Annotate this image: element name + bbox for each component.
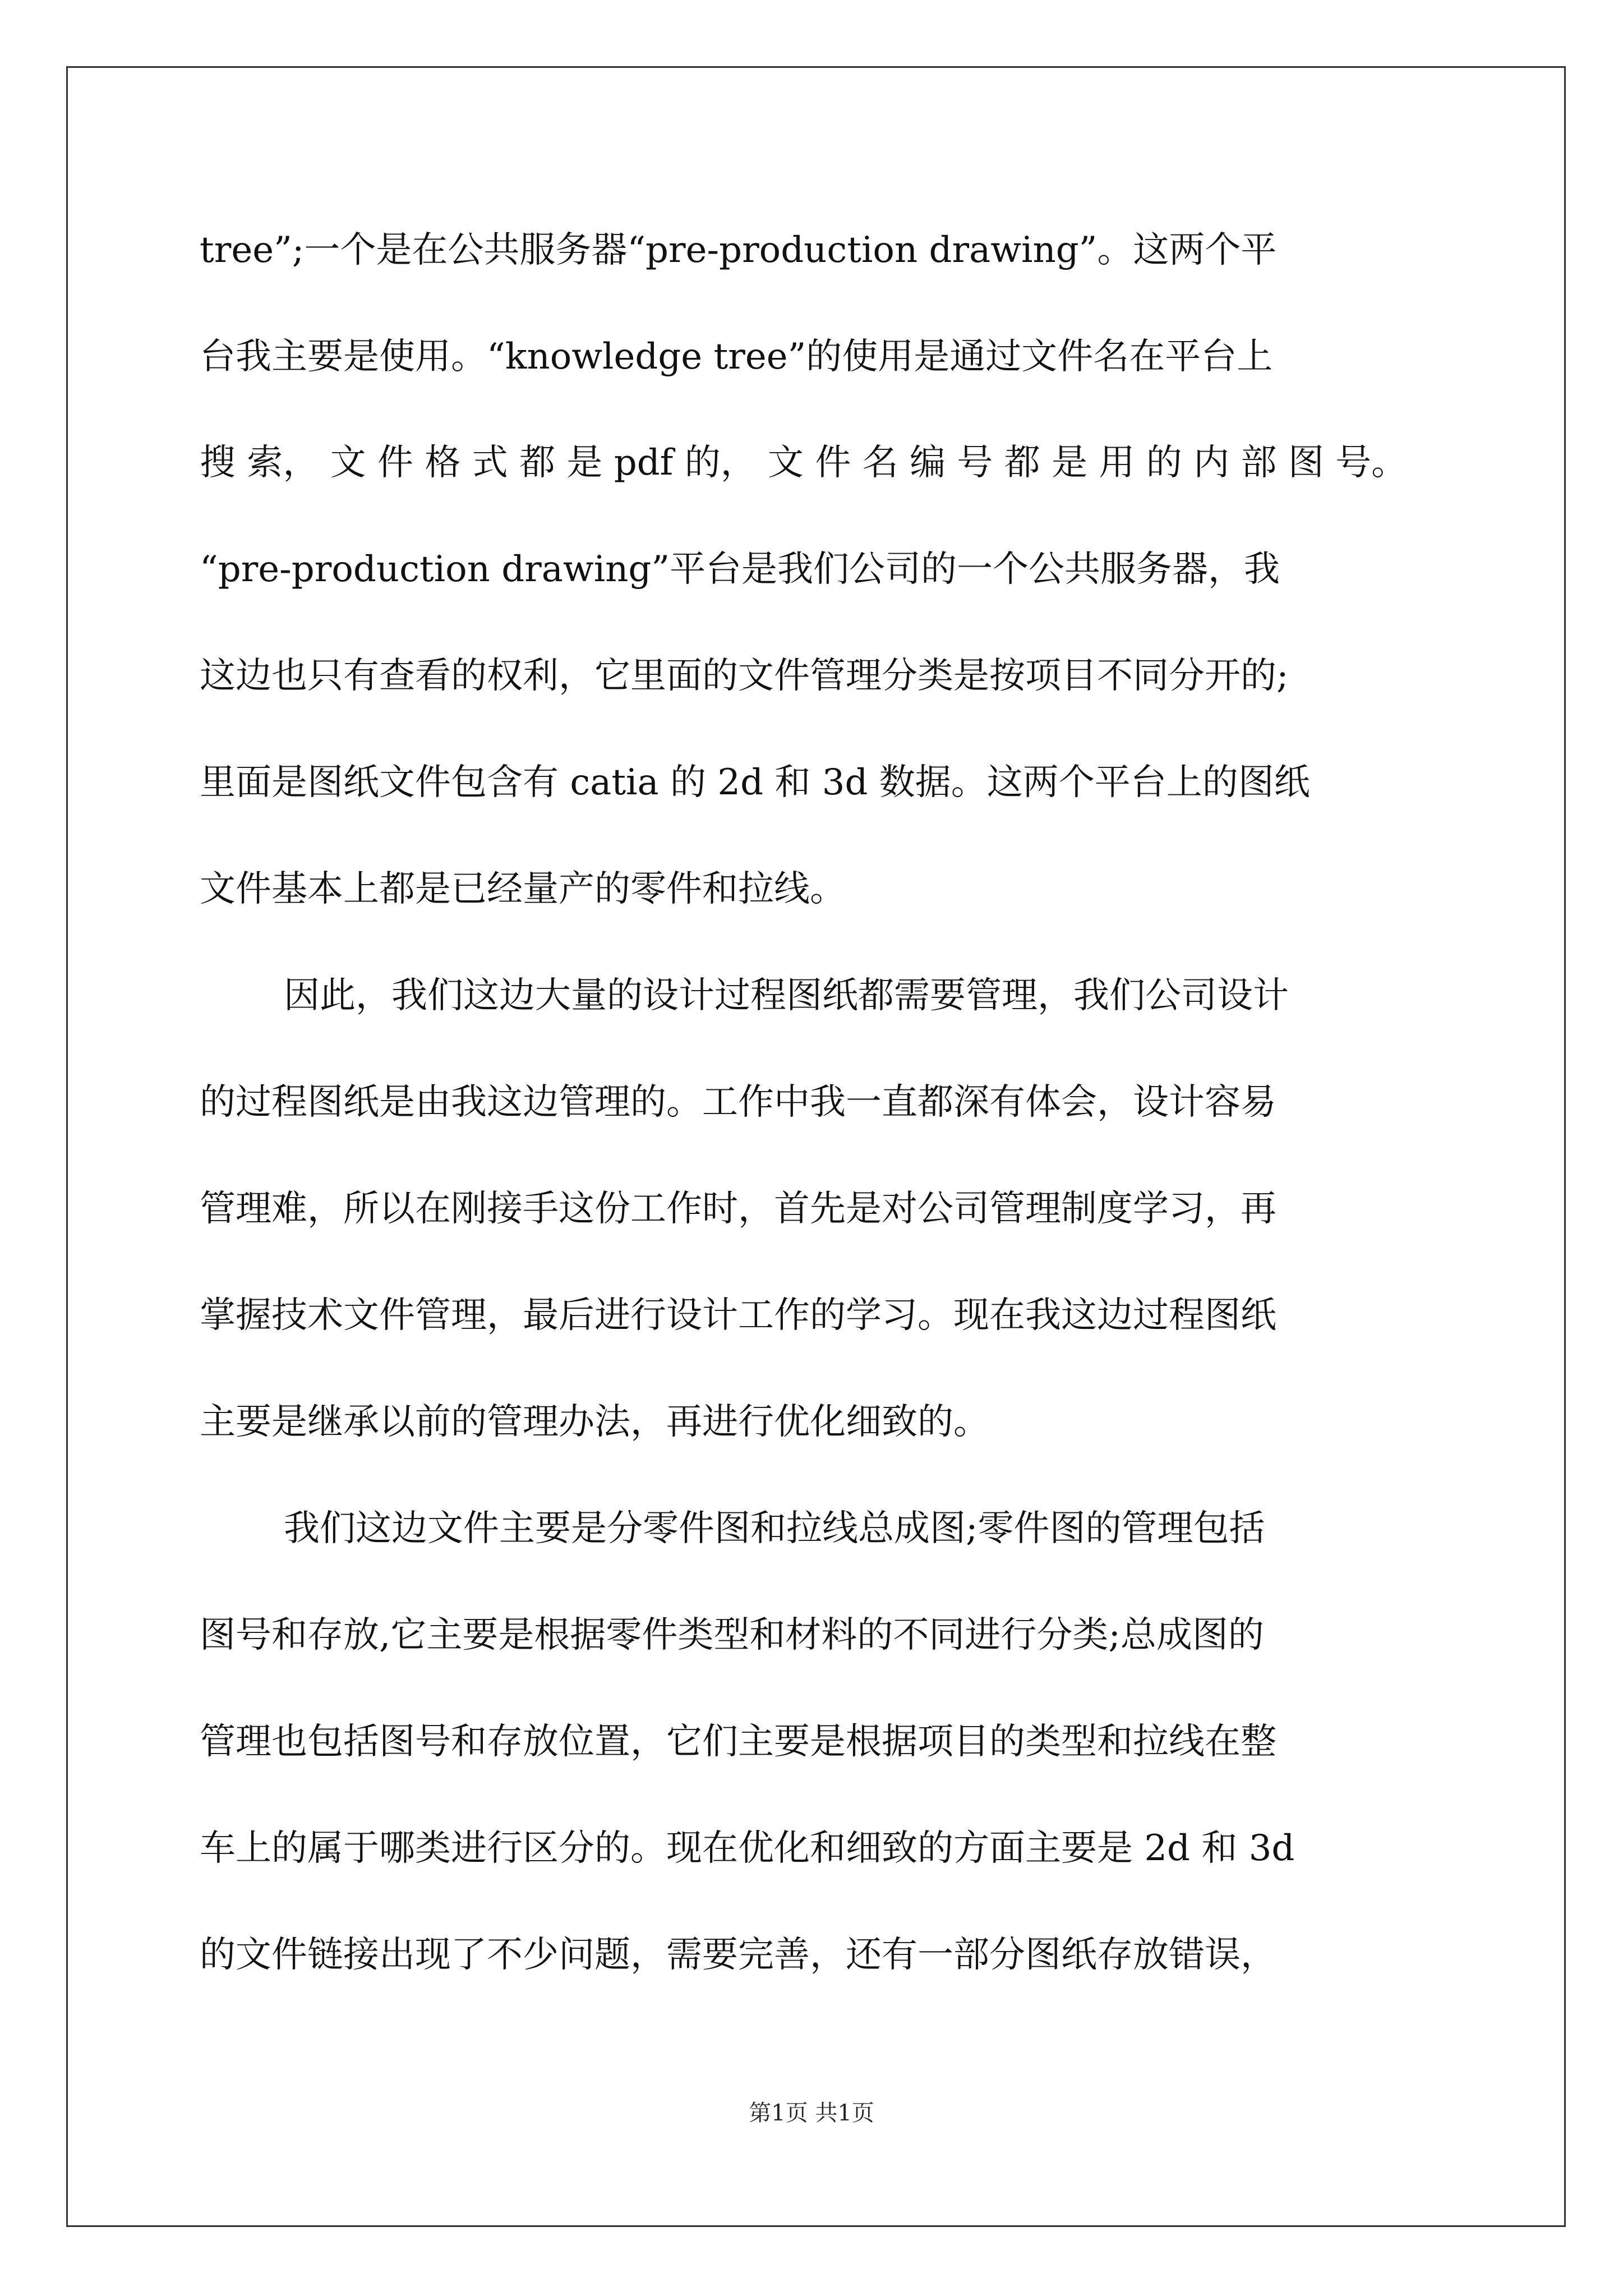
text-line: 文件基本上都是已经量产的零件和拉线。 bbox=[200, 868, 846, 910]
text-line: 台我主要是使用。“knowledge tree”的使用是通过文件名在平台上 bbox=[200, 336, 1273, 378]
text-line: “pre-production drawing”平台是我们公司的一个公共服务器，我 bbox=[200, 549, 1280, 590]
page-border bbox=[66, 66, 1566, 2227]
text-line: 图号和存放,它主要是根据零件类型和材料的不同进行分类;总成图的 bbox=[200, 1614, 1264, 1656]
text-line: 这边也只有查看的权利，它里面的文件管理分类是按项目不同分开的; bbox=[200, 655, 1289, 697]
text-line: 里面是图纸文件包含有 catia 的 2d 和 3d 数据。这两个平台上的图纸 bbox=[200, 762, 1310, 803]
text-line: 搜 索， 文 件 格 式 都 是 pdf 的， 文 件 名 编 号 都 是 用 的 内 部 图 号。 bbox=[200, 442, 1408, 484]
text-line: 的过程图纸是由我这边管理的。工作中我一直都深有体会，设计容易 bbox=[200, 1082, 1276, 1123]
paragraph-first-line: 我们这边文件主要是分零件图和拉线总成图;零件图的管理包括 bbox=[284, 1508, 1265, 1549]
text-line: 管理也包括图号和存放位置，它们主要是根据项目的类型和拉线在整 bbox=[200, 1721, 1276, 1763]
text-line: tree”;一个是在公共服务器“pre-production drawing”。这两个平 bbox=[200, 229, 1277, 271]
paragraph-first-line: 因此，我们这边大量的设计过程图纸都需要管理，我们公司设计 bbox=[284, 975, 1289, 1016]
text-line: 主要是继承以前的管理办法，再进行优化细致的。 bbox=[200, 1401, 989, 1443]
page-footer-number: 第1页 共1页 bbox=[749, 2100, 874, 2126]
text-line: 掌握技术文件管理，最后进行设计工作的学习。现在我这边过程图纸 bbox=[200, 1295, 1276, 1336]
text-line: 管理难，所以在刚接手这份工作时，首先是对公司管理制度学习，再 bbox=[200, 1188, 1276, 1230]
text-line: 车上的属于哪类进行区分的。现在优化和细致的方面主要是 2d 和 3d bbox=[200, 1828, 1295, 1869]
text-line: 的文件链接出现了不少问题，需要完善，还有一部分图纸存放错误， bbox=[200, 1934, 1276, 1976]
